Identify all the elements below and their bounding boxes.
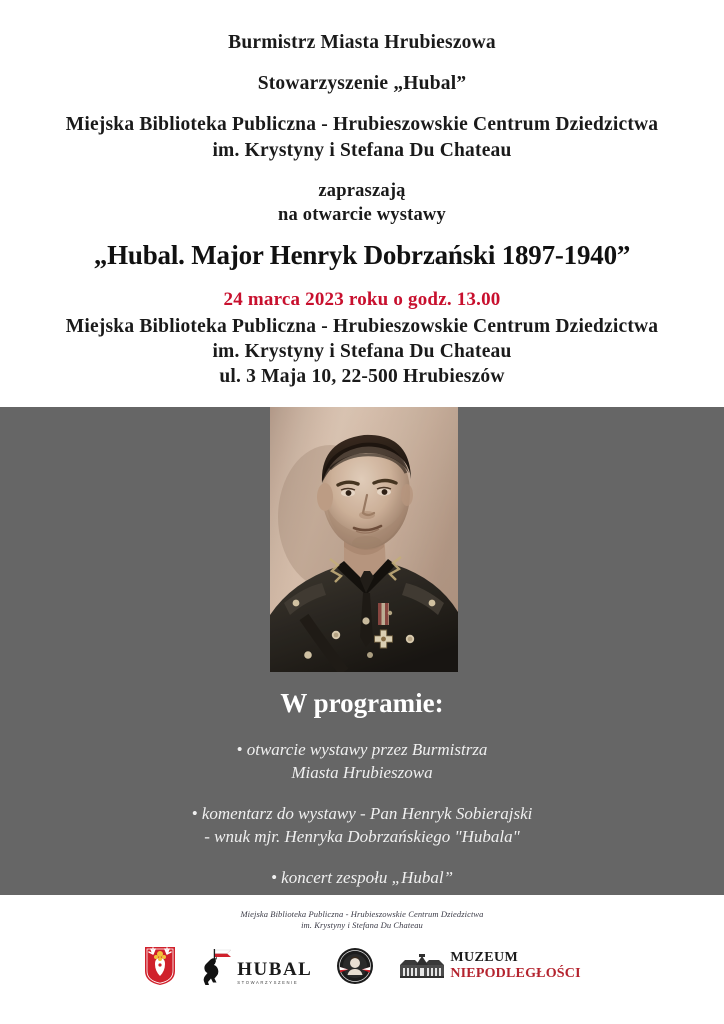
footer-section xyxy=(0,895,724,1024)
program-item-line1: • otwarcie wystawy przez Burmistrza xyxy=(236,740,488,759)
logo-row xyxy=(0,945,724,987)
program-section xyxy=(0,407,724,895)
header-section xyxy=(0,0,724,407)
page-title: „Hubal. Major Henryk Dobrzański 1897-1940” xyxy=(93,240,631,270)
event-venue-line3: ul. 3 Maja 10, 22-500 Hrubieszów xyxy=(219,366,505,387)
invite-line2: na otwarcie wystawy xyxy=(278,205,446,225)
organizer-stowarzyszenie: Stowarzyszenie „Hubal” xyxy=(257,73,467,94)
portrait-photo-image xyxy=(270,407,458,672)
hubal-wordmark xyxy=(237,960,312,985)
rearing-horse-icon xyxy=(201,947,235,985)
program-heading: W programie: xyxy=(280,688,444,718)
organizer-library-line2: im. Krystyny i Stefana Du Chateau xyxy=(212,140,512,161)
invite-line1: zapraszają xyxy=(318,181,406,201)
organizer-burmistrz: Burmistrz Miasta Hrubieszowa xyxy=(228,32,496,53)
program-item-line1: • komentarz do wystawy - Pan Henryk Sobierajski xyxy=(191,804,533,823)
circular-portrait-seal-icon xyxy=(336,947,374,985)
event-venue-line2: im. Krystyny i Stefana Du Chateau xyxy=(212,341,512,362)
footer-credit-line1: Miejska Biblioteka Publiczna - Hrubieszowskie Centrum Dziedzictwa xyxy=(240,909,484,919)
program-item xyxy=(0,738,724,784)
program-item xyxy=(0,866,724,889)
muzeum-wordmark xyxy=(450,951,580,981)
palace-building-icon xyxy=(398,953,446,979)
footer-credit xyxy=(0,909,724,931)
hubal-wordmark-main: HUBAL xyxy=(237,958,313,980)
footer-credit-line2: im. Krystyny i Stefana Du Chateau xyxy=(301,920,423,930)
program-item-line2: - wnuk mjr. Henryka Dobrzańskiego "Hubala" xyxy=(204,827,520,846)
event-venue-line1: Miejska Biblioteka Publiczna - Hrubieszowskie Centrum Dziedzictwa xyxy=(65,316,659,337)
program-item-line1: • koncert zespołu „Hubal” xyxy=(270,868,454,887)
muzeum-wordmark-bottom: NIEPODLEGŁOŚCI xyxy=(450,966,581,981)
program-item xyxy=(0,802,724,848)
organizer-library-line1: Miejska Biblioteka Publiczna - Hrubieszowskie Centrum Dziedzictwa xyxy=(65,114,659,135)
hubal-wordmark-sub: STOWARZYSZENIE xyxy=(237,979,299,985)
hrubieszow-coat-of-arms-icon xyxy=(143,945,177,987)
muzeum-niepodleglosci-logo xyxy=(398,951,580,981)
hubal-association-logo xyxy=(201,947,312,985)
event-datetime: 24 marca 2023 roku o godz. 13.00 xyxy=(223,289,501,310)
program-item-line2: Miasta Hrubieszowa xyxy=(291,763,433,782)
portrait-photo xyxy=(270,407,458,672)
muzeum-wordmark-top: MUZEUM xyxy=(450,950,519,965)
program-list xyxy=(0,738,724,889)
